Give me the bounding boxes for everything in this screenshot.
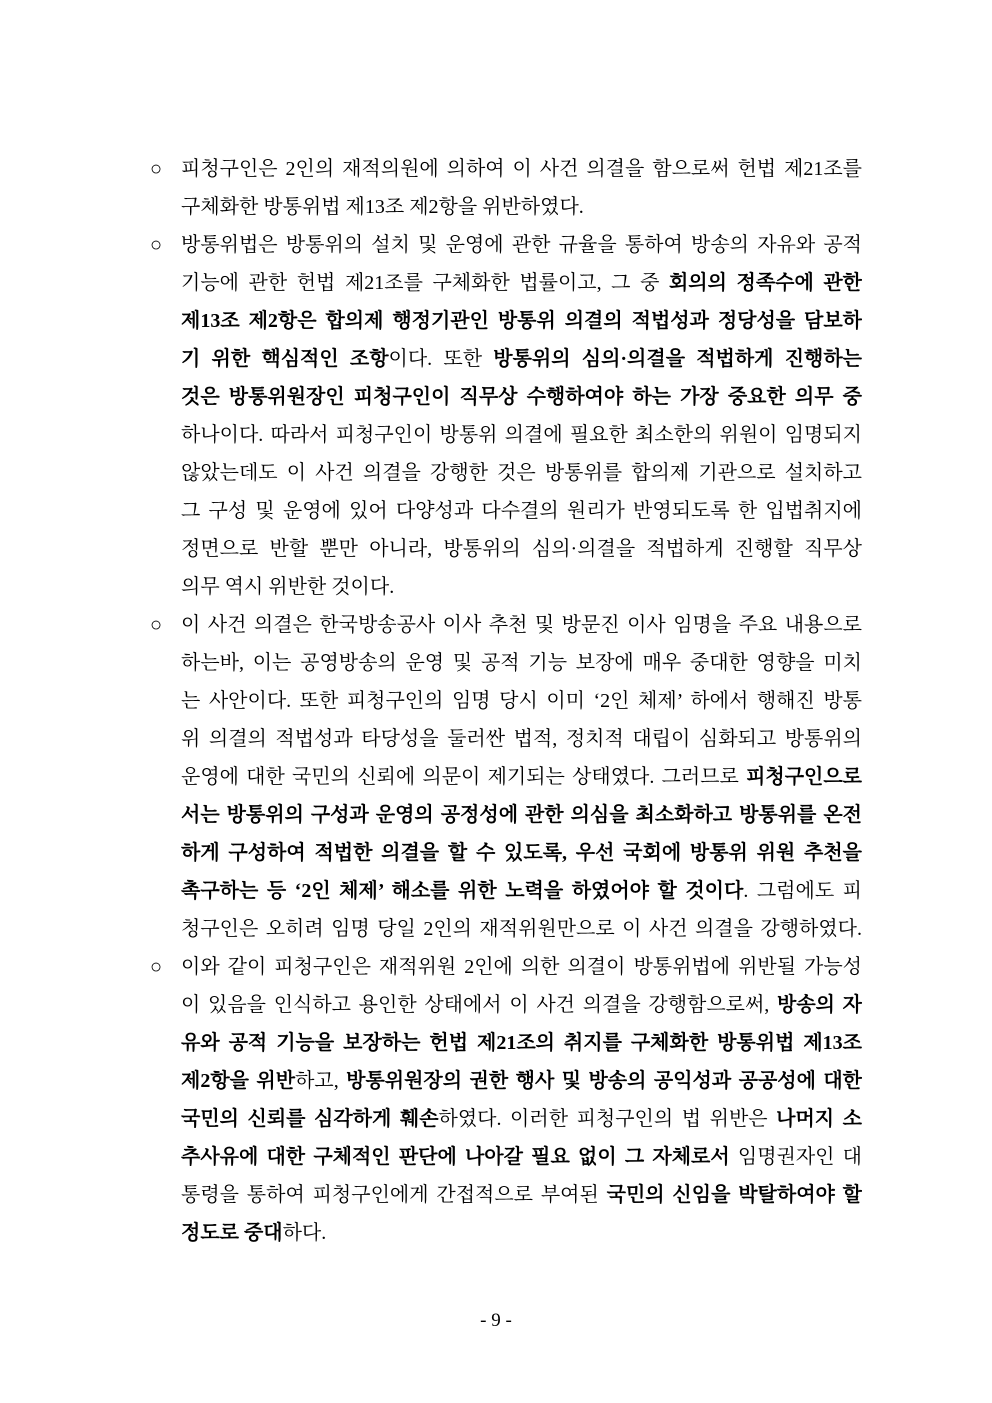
text-line (181, 264, 862, 302)
text-line (181, 530, 862, 568)
bold-text-run: 하게 구성하여 적법한 의결을 할 수 있도록, 우선 국회에 방통위 위원 추천을 (181, 842, 862, 864)
text-line (181, 644, 862, 682)
paragraph-lines (181, 948, 862, 1252)
text-line (181, 378, 862, 416)
bullet-marker: ○ (150, 614, 163, 636)
text-run: 이 있음을 인식하고 용인한 상태에서 이 사건 의결을 강행함으로써, (181, 994, 778, 1016)
text-run: 하고, (295, 1070, 347, 1092)
text-line (181, 568, 862, 606)
text-line (181, 834, 862, 872)
text-run: 하는바, 이는 공영방송의 운영 및 공적 기능 보장에 매우 중대한 영향을 미치 (181, 652, 862, 674)
text-line (181, 948, 862, 986)
text-run: 이와 같이 피청구인은 재적위원 2인에 의한 의결이 방통위법에 위반될 가능성 (181, 956, 862, 978)
bullet-marker: ○ (150, 158, 163, 180)
bold-text-run: 피청구인으로 (746, 766, 862, 788)
text-line (181, 720, 862, 758)
text-line (181, 872, 862, 910)
text-run: 하였다. 이러한 피청구인의 법 위반은 (438, 1108, 777, 1130)
paragraph-4 (150, 948, 862, 1252)
text-run: 방통위법은 방통위의 설치 및 운영에 관한 규율을 통하여 방송의 자유와 공적 (181, 234, 862, 256)
bold-text-run: 기 위한 핵심적인 조항 (181, 348, 389, 370)
text-run: 않았는데도 이 사건 의결을 강행한 것은 방통위를 합의제 기관으로 설치하고 (181, 462, 862, 484)
text-run: 그 구성 및 운영에 있어 다양성과 다수결의 원리가 반영되도록 한 입법취지에 (181, 500, 862, 522)
paragraph-1 (150, 150, 862, 226)
paragraph-lines (181, 150, 862, 226)
text-line (181, 1024, 862, 1062)
text-run: 하다. (282, 1222, 327, 1244)
text-line (181, 796, 862, 834)
text-line (181, 226, 862, 264)
bold-text-run: 유와 공적 기능을 보장하는 헌법 제21조의 취지를 구체화한 방통위법 제13조 (181, 1032, 862, 1054)
text-run: 이다. 또한 (388, 348, 494, 370)
bold-text-run: 방통위원장의 권한 행사 및 방송의 공익성과 공공성에 대한 (346, 1070, 862, 1092)
paragraph-2 (150, 226, 862, 606)
bold-text-run: 회의의 정족수에 관한 (668, 272, 862, 294)
text-line (181, 1214, 862, 1252)
bullet-marker: ○ (150, 234, 163, 256)
text-run: 의무 역시 위반한 것이다. (181, 576, 395, 598)
text-line (181, 1062, 862, 1100)
text-line (181, 758, 862, 796)
text-run: 청구인은 오히려 임명 당일 2인의 재적위원만으로 이 사건 의결을 강행하였다. (181, 918, 862, 940)
text-line (181, 150, 862, 188)
text-run: . 그럼에도 피 (743, 880, 862, 902)
text-line (181, 606, 862, 644)
text-line (181, 986, 862, 1024)
bold-text-run: 정도로 중대 (181, 1222, 283, 1244)
text-line (181, 1176, 862, 1214)
text-run: 하나이다. 따라서 피청구인이 방통위 의결에 필요한 최소한의 위원이 임명되지 (181, 424, 862, 446)
text-run: 통령을 통하여 피청구인에게 간접적으로 부여된 (181, 1184, 607, 1206)
bold-text-run: 제2항을 위반 (181, 1070, 296, 1092)
text-line (181, 188, 862, 226)
paragraph-3 (150, 606, 862, 948)
text-line (181, 910, 862, 948)
bold-text-run: 국민의 신뢰를 심각하게 훼손 (181, 1108, 439, 1130)
text-run: 정면으로 반할 뿐만 아니라, 방통위의 심의·의결을 적법하게 진행할 직무상 (181, 538, 862, 560)
bold-text-run: 추사유에 대한 구체적인 판단에 나아갈 필요 없이 그 자체로서 (181, 1146, 730, 1168)
bold-text-run: 제13조 제2항은 합의제 행정기관인 방통위 의결의 적법성과 정당성을 담보하 (181, 310, 862, 332)
text-run: 피청구인은 2인의 재적의원에 의하여 이 사건 의결을 함으로써 헌법 제21조를 (181, 158, 862, 180)
text-run: 운영에 대한 국민의 신뢰에 의문이 제기되는 상태였다. 그러므로 (181, 766, 747, 788)
text-line (181, 1138, 862, 1176)
text-line (181, 492, 862, 530)
paragraph-lines (181, 606, 862, 948)
text-line (181, 340, 862, 378)
document-body (150, 150, 862, 1252)
text-run: 이 사건 의결은 한국방송공사 이사 추천 및 방문진 이사 임명을 주요 내용으로 (181, 614, 862, 636)
bold-text-run: 나머지 소 (776, 1108, 862, 1130)
text-line (181, 302, 862, 340)
bullet-marker: ○ (150, 956, 163, 978)
text-run: 기능에 관한 헌법 제21조를 구체화한 법률이고, 그 중 (181, 272, 669, 294)
text-line (181, 1100, 862, 1138)
text-line (181, 454, 862, 492)
text-line (181, 682, 862, 720)
bold-text-run: 국민의 신임을 박탈하여야 할 (606, 1184, 862, 1206)
page-number: - 9 - (480, 1310, 512, 1331)
bold-text-run: 촉구하는 등 ‘2인 체제’ 해소를 위한 노력을 하였어야 할 것이다 (181, 880, 744, 902)
text-run: 구체화한 방통위법 제13조 제2항을 위반하였다. (181, 196, 584, 218)
bold-text-run: 것은 방통위원장인 피청구인이 직무상 수행하여야 하는 가장 중요한 의무 중 (181, 386, 862, 408)
bold-text-run: 방송의 자 (777, 994, 862, 1016)
text-run: 위 의결의 적법성과 타당성을 둘러싼 법적, 정치적 대립이 심화되고 방통위의 (181, 728, 862, 750)
paragraph-lines (181, 226, 862, 606)
text-run: 임명권자인 대 (729, 1146, 862, 1168)
bold-text-run: 서는 방통위의 구성과 운영의 공정성에 관한 의심을 최소화하고 방통위를 온전 (181, 804, 862, 826)
text-run: 는 사안이다. 또한 피청구인의 임명 당시 이미 ‘2인 체제’ 하에서 행해진 방통 (181, 690, 862, 712)
text-line (181, 416, 862, 454)
bold-text-run: 방통위의 심의·의결을 적법하게 진행하는 (493, 348, 862, 370)
